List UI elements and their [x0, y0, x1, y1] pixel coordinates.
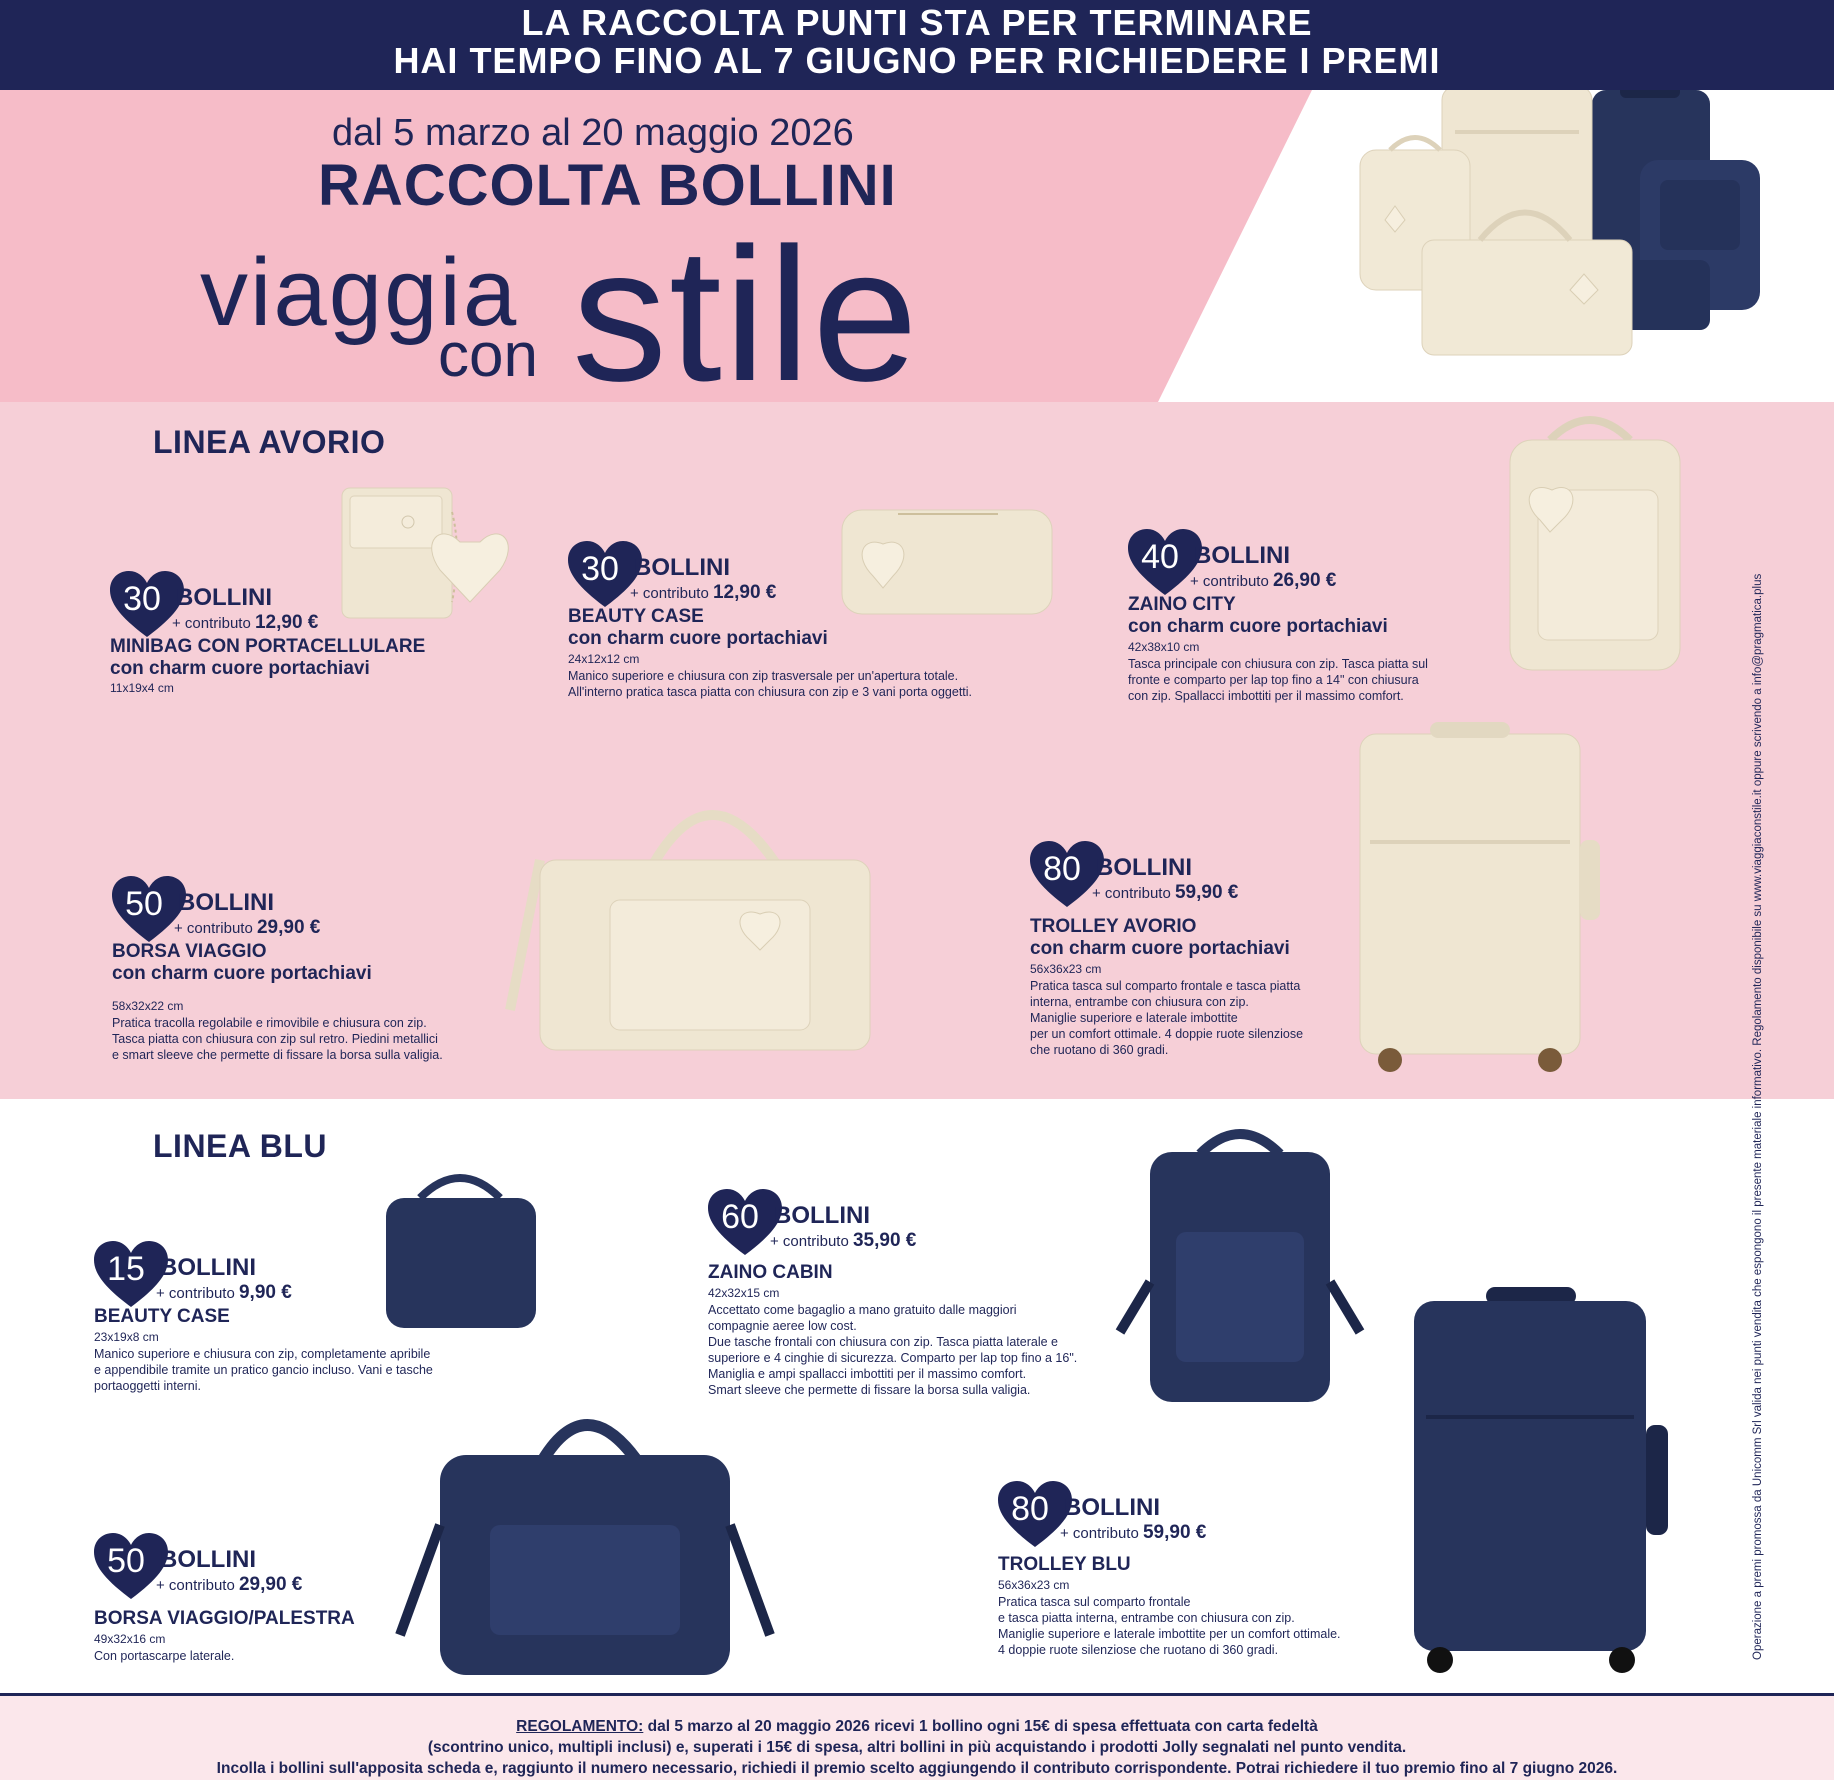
footer-key: REGOLAMENTO: — [516, 1718, 644, 1735]
points-label: BOLLINI — [1096, 854, 1192, 881]
product-description: Pratica tracolla regolabile e rimovibile e chiusura con zip. Tasca piatta con chiusura con zip sul retro. Piedini metallici e smart sleeve che permette di fissare la borsa sulla valigia. — [112, 1016, 443, 1062]
product-name: TROLLEY AVORIO — [1030, 916, 1197, 937]
product-subtitle: con charm cuore portachiavi — [112, 963, 372, 984]
points-number: 30 — [123, 580, 161, 618]
hero — [0, 90, 1834, 402]
trolley-avorio-image — [1340, 720, 1620, 1080]
product-dimensions: 11x19x4 cm — [110, 681, 174, 695]
points-label: BOLLINI — [1064, 1494, 1160, 1521]
points-number: 80 — [1011, 1490, 1049, 1528]
points-label: BOLLINI — [160, 1546, 256, 1573]
section-title-blu: LINEA BLU — [153, 1128, 327, 1164]
contribution-label: + contributo — [630, 585, 709, 602]
hero-dates: dal 5 marzo al 20 maggio 2026 — [332, 112, 854, 154]
product-subtitle: con charm cuore portachiavi — [1128, 616, 1388, 637]
product-dimensions: 42x38x10 cm — [1128, 640, 1200, 654]
hero-viaggia: viaggia — [200, 239, 519, 346]
product-name: TROLLEY BLU — [998, 1554, 1131, 1575]
footer-line-3: Incolla i bollini sull'apposita scheda e, raggiunto il numero necessario, richiedi il premio scelto aggiungendo il contributo corrispondente. Potrai richiedere il tuo premio fino al 7 giugno 2026. — [216, 1760, 1618, 1777]
contribution-price: 29,90 € — [238, 1574, 303, 1595]
product-description: Con portascarpe laterale. — [94, 1649, 235, 1663]
contribution — [630, 582, 776, 604]
points-number: 15 — [107, 1250, 145, 1288]
contribution-price: 12,90 € — [712, 582, 777, 603]
contribution-label: + contributo — [156, 1285, 235, 1302]
top-banner — [0, 0, 1834, 90]
product-description: Accettato come bagaglio a mano gratuito dalle maggiori compagnie aeree low cost. Due tasche frontali con chiusura con zip. Tasca piatta laterale e superiore e 4 cinghie di sicurezza. Comparto per lap top fino a 16". Maniglia e ampi spallacci imbottiti per il massimo comfort. Smart sleeve che permette di fissare la borsa sulla valigia. — [708, 1303, 1078, 1397]
points-label: BOLLINI — [634, 554, 730, 581]
points-number: 30 — [581, 550, 619, 588]
product-name: BEAUTY CASE — [568, 606, 704, 627]
product-description: Pratica tasca sul comparto frontale e tasca piatta interna, entrambe con chiusura con zip. Maniglie superiore e laterale imbottite per un comfort ottimale. 4 doppie ruote silenziose che ruotano di 360 gradi. — [1030, 979, 1304, 1057]
beauty-case-avorio-image — [838, 500, 1058, 620]
product-name: MINIBAG CON PORTACELLULARE — [110, 636, 426, 657]
product-dimensions: 42x32x15 cm — [708, 1286, 780, 1300]
banner-line-2: HAI TEMPO FINO AL 7 GIUGNO PER RICHIEDERE I PREMI — [393, 40, 1441, 81]
footer-line-2: (scontrino unico, multipli inclusi) e, superati i 15€ di spesa, altri bollini in più acquistando i prodotti Jolly segnalati nel punto vendita. — [427, 1739, 1407, 1756]
hero-bags-image — [1330, 90, 1800, 390]
product-dimensions: 58x32x22 cm — [112, 999, 184, 1013]
points-number: 50 — [107, 1542, 145, 1580]
zaino-cabin-image — [1110, 1122, 1370, 1412]
footer-line-1 — [0, 1716, 1834, 1737]
footer-line-1-text: dal 5 marzo al 20 maggio 2026 ricevi 1 bollino ogni 15€ di spesa effettuata con carta fedeltà — [643, 1718, 1318, 1735]
minibag-image — [330, 482, 530, 632]
contribution — [770, 1230, 916, 1252]
contribution-label: + contributo — [770, 1233, 849, 1250]
contribution-label: + contributo — [1092, 885, 1171, 902]
product-name: BORSA VIAGGIO — [112, 941, 267, 962]
product-subtitle: con charm cuore portachiavi — [568, 628, 828, 649]
borsa-viaggio-image — [500, 780, 920, 1060]
points-label: BOLLINI — [160, 1254, 256, 1281]
points-number: 40 — [1141, 538, 1179, 576]
product-description: Pratica tasca sul comparto frontale e tasca piatta interna, entrambe con chiusura con zip. Maniglie superiore e laterale imbottite per un comfort ottimale. 4 doppie ruote silenziose che ruotano di 360 gradi. — [998, 1595, 1341, 1657]
contribution — [1092, 882, 1238, 904]
product-name: ZAINO CITY — [1128, 594, 1236, 615]
product-dimensions: 49x32x16 cm — [94, 1632, 166, 1646]
contribution-label: + contributo — [172, 615, 251, 632]
contribution — [1190, 570, 1336, 592]
contribution-label: + contributo — [174, 920, 253, 937]
product-name: BEAUTY CASE — [94, 1306, 230, 1327]
product-description: Manico superiore e chiusura con zip trasversale per un'apertura totale. All'interno pratica tasca piatta con chiusura con zip e 3 vani porta oggetti. — [568, 669, 973, 699]
product-dimensions: 56x36x23 cm — [1030, 962, 1102, 976]
zaino-city-image — [1480, 410, 1700, 680]
beauty-case-blu-image — [380, 1158, 540, 1338]
product-subtitle: con charm cuore portachiavi — [110, 658, 370, 679]
contribution-price: 9,90 € — [238, 1282, 292, 1303]
points-label: BOLLINI — [774, 1202, 870, 1229]
borsa-palestra-image — [390, 1385, 790, 1685]
product-description: Manico superiore e chiusura con zip, completamente apribile e appendibile tramite un pratico gancio incluso. Vani e tasche portaoggetti interni. — [94, 1347, 433, 1393]
points-number: 50 — [125, 885, 163, 923]
contribution-price: 35,90 € — [852, 1230, 917, 1251]
points-number: 80 — [1043, 850, 1081, 888]
points-label: BOLLINI — [178, 889, 274, 916]
contribution-label: + contributo — [156, 1577, 235, 1594]
product-name: ZAINO CABIN — [708, 1262, 833, 1283]
section-title-avorio: LINEA AVORIO — [153, 424, 386, 460]
contribution-price: 29,90 € — [256, 917, 321, 938]
hero-con: con — [438, 321, 538, 390]
product-name: BORSA VIAGGIO/PALESTRA — [94, 1608, 355, 1629]
contribution — [172, 612, 318, 634]
contribution-price: 59,90 € — [1174, 882, 1239, 903]
contribution-price: 12,90 € — [254, 612, 319, 633]
points-number: 60 — [721, 1198, 759, 1236]
points-label: BOLLINI — [1194, 542, 1290, 569]
hero-title: RACCOLTA BOLLINI — [318, 153, 897, 218]
points-label: BOLLINI — [176, 584, 272, 611]
contribution-price: 26,90 € — [1272, 570, 1337, 591]
product-subtitle: con charm cuore portachiavi — [1030, 938, 1290, 959]
product-dimensions: 23x19x8 cm — [94, 1330, 159, 1344]
contribution — [1060, 1522, 1206, 1544]
trolley-blu-image — [1400, 1285, 1700, 1680]
contribution — [156, 1574, 302, 1596]
side-legal-note: Operazione a premi promossa da Unicomm Srl valida nei punti vendita che espongono il presente materiale informativo. Regolamento disponibile su www.viaggiaconstile.it oppure scrivendo a info@pragmatica.plus — [1752, 573, 1764, 1660]
contribution-price: 59,90 € — [1142, 1522, 1207, 1543]
hero-stile: stile — [572, 209, 920, 402]
contribution-label: + contributo — [1190, 573, 1269, 590]
product-dimensions: 56x36x23 cm — [998, 1578, 1070, 1592]
contribution-label: + contributo — [1060, 1525, 1139, 1542]
banner-line-1: LA RACCOLTA PUNTI STA PER TERMINARE — [521, 2, 1313, 43]
contribution — [156, 1282, 292, 1304]
product-dimensions: 24x12x12 cm — [568, 652, 640, 666]
contribution — [174, 917, 320, 939]
footer-regolamento — [0, 1693, 1834, 1780]
product-description: Tasca principale con chiusura con zip. Tasca piatta sul fronte e comparto per lap top fino a 14" con chiusura con zip. Spallacci imbottiti per il massimo comfort. — [1128, 657, 1428, 703]
